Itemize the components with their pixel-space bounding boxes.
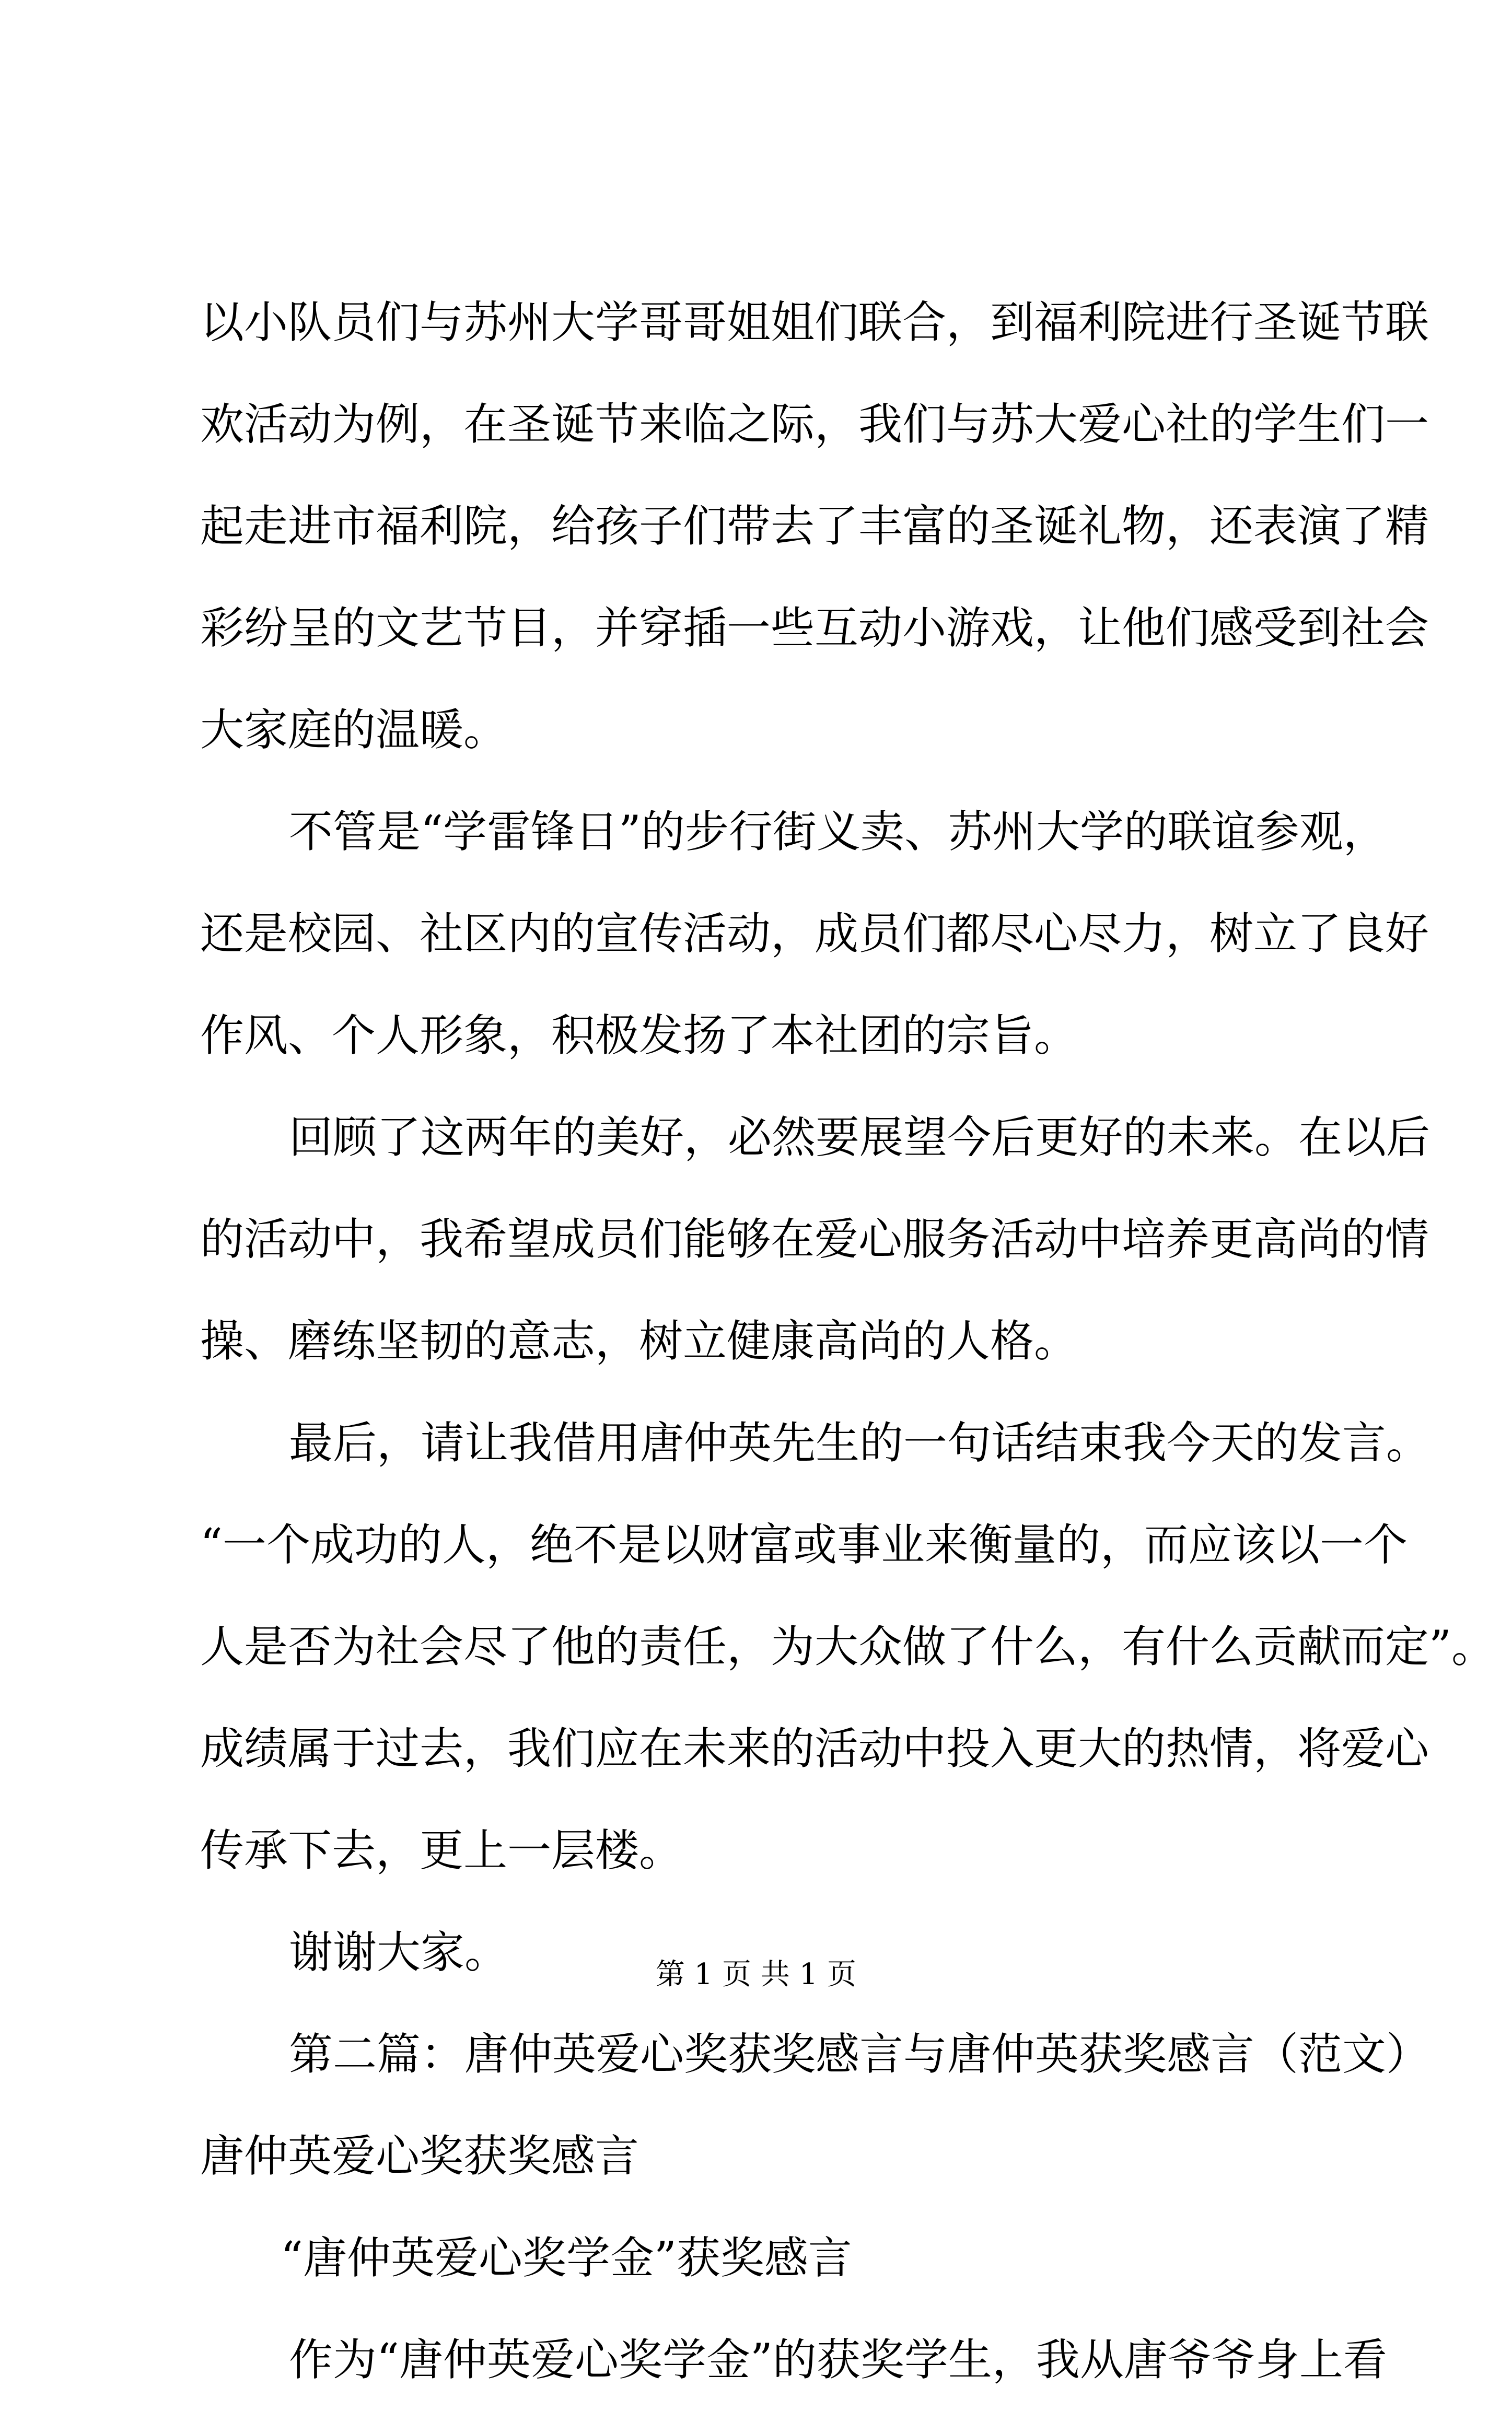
section-subtitle: 唐仲英爱心奖获奖感言: [200, 2130, 639, 2182]
text-line: 回顾了这两年的美好，必然要展望今后更好的未来。在以后: [289, 1112, 1430, 1163]
text-line: 欢活动为例，在圣诞节来临之际，我们与苏大爱心社的学生们一: [200, 399, 1429, 450]
text-line: 还是校园、社区内的宣传活动，成员们都尽心尽力，树立了良好: [200, 908, 1429, 959]
text-line: 最后，请让我借用唐仲英先生的一句话结束我今天的发言。: [289, 1417, 1430, 1469]
essay-title: “唐仲英爱心奖学金”获奖感言: [281, 2232, 852, 2284]
text-line: 不管是“学雷锋日”的步行街义卖、苏州大学的联谊参观，: [289, 806, 1387, 857]
text-line: 谢谢大家。: [289, 1927, 509, 1978]
text-line: 操、磨练坚韧的意志，树立健康高尚的人格。: [200, 1315, 1078, 1367]
text-line: 起走进市福利院，给孩子们带去了丰富的圣诞礼物，还表演了精: [200, 500, 1429, 552]
text-line: 大家庭的温暖。: [200, 704, 508, 755]
text-line: 传承下去，更上一层楼。: [200, 1825, 683, 1876]
text-line: 作风、个人形象，积极发扬了本社团的宗旨。: [200, 1010, 1078, 1061]
text-line: 彩纷呈的文艺节目，并穿插一些互动小游戏，让他们感受到社会: [200, 602, 1429, 654]
document-body: [200, 272, 1495, 2411]
page-footer: 第 1 页 共 1 页: [655, 1958, 857, 1991]
text-line: 作为“唐仲英爱心奖学金”的获奖学生，我从唐爷爷身上看: [289, 2334, 1387, 2385]
text-line: 成绩属于过去，我们应在未来的活动中投入更大的热情，将爱心: [200, 1723, 1429, 1774]
text-line: 人是否为社会尽了他的责任，为大众做了什么，有什么贡献而定”。: [200, 1621, 1495, 1672]
text-line: “一个成功的人，绝不是以财富或事业来衡量的，而应该以一个: [200, 1519, 1408, 1570]
section-heading: 第二篇：唐仲英爱心奖获奖感言与唐仲英获奖感言（范文）: [289, 2029, 1430, 2080]
text-line: 以小队员们与苏州大学哥哥姐姐们联合，到福利院进行圣诞节联: [200, 297, 1429, 348]
text-line: 的活动中，我希望成员们能够在爱心服务活动中培养更高尚的情: [200, 1214, 1429, 1265]
